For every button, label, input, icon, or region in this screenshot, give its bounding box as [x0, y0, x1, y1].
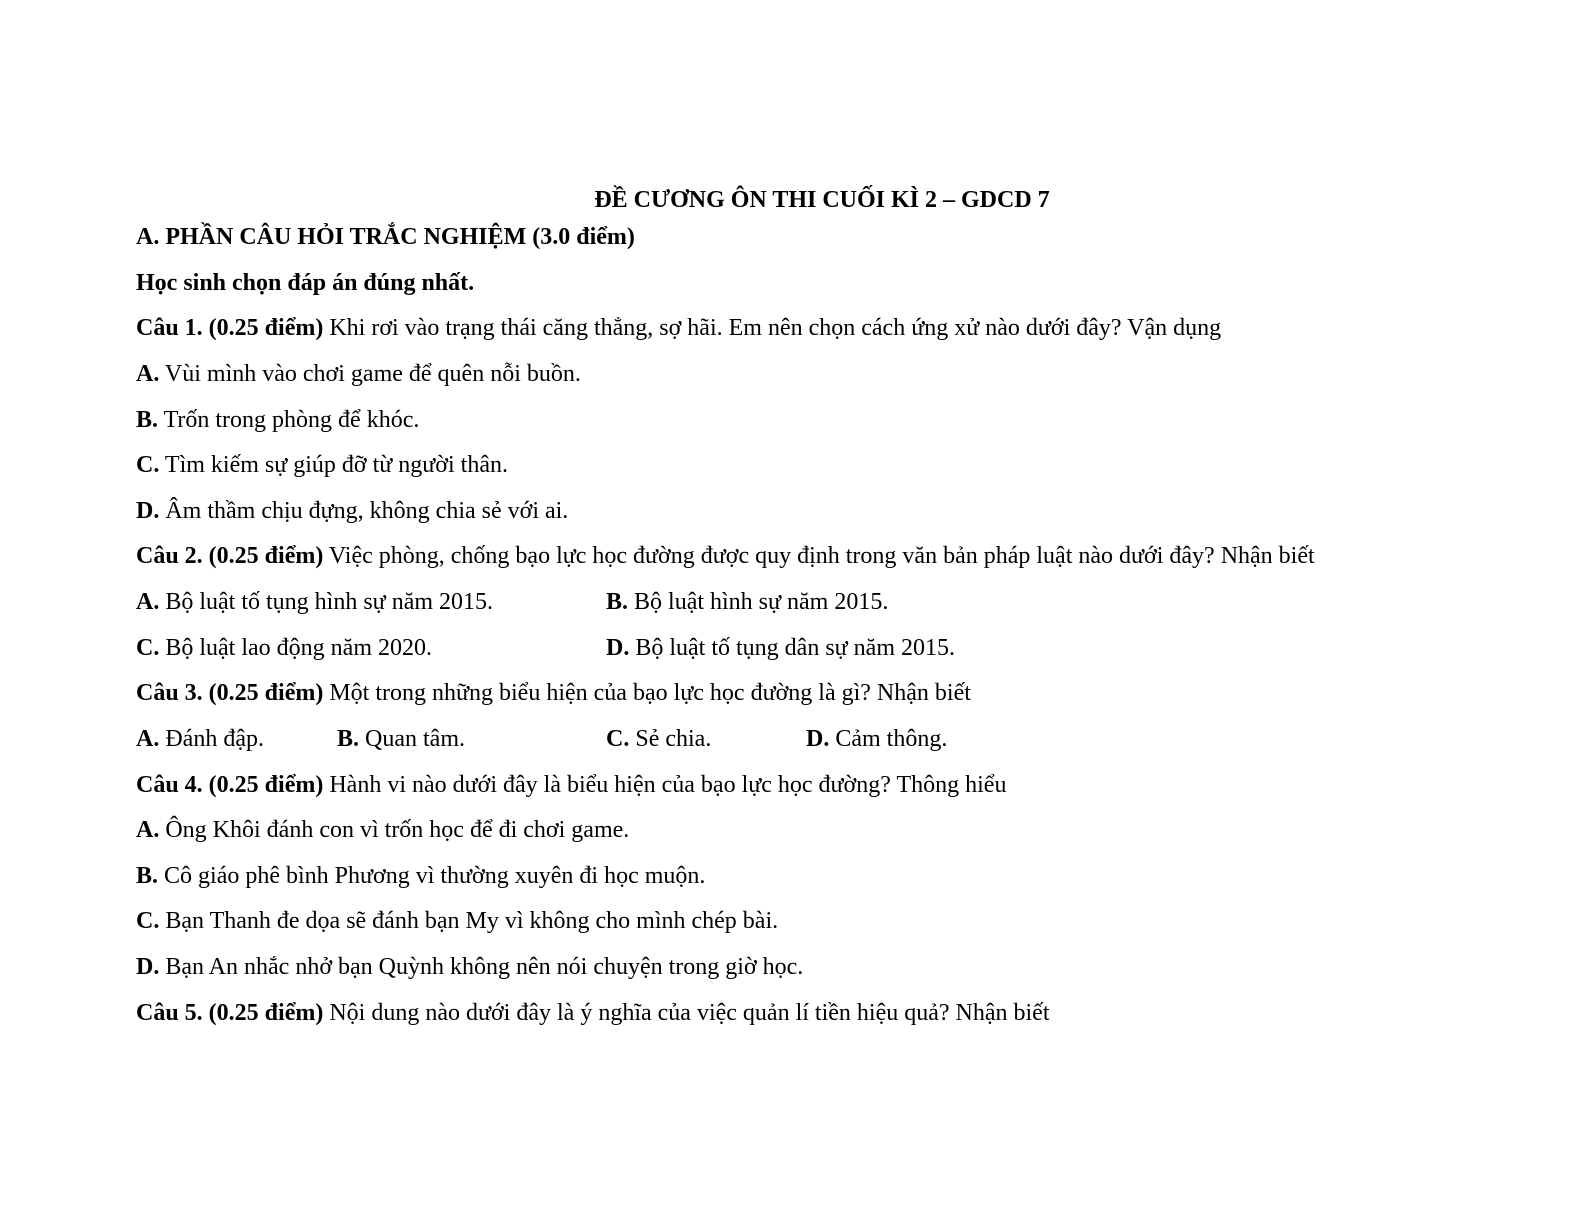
question-4 [136, 768, 1006, 802]
question-4-text: Hành vi nào dưới đây là biểu hiện của bạo lực học đường? Thông hiểu [323, 772, 1007, 798]
question-1-text: Khi rơi vào trạng thái căng thẳng, sợ hãi. Em nên chọn cách ứng xử nào dưới đây? Vận dụng [323, 315, 1222, 341]
question-1-label: Câu 1. (0.25 điểm) [136, 315, 324, 341]
option-text: Bộ luật hình sự năm 2015. [628, 589, 889, 615]
option-letter: A. [136, 589, 160, 615]
question-2-option-a [136, 585, 493, 619]
option-letter: A. [136, 726, 160, 752]
question-4-option-b [136, 859, 705, 893]
option-text: Bạn Thanh đe dọa sẽ đánh bạn My vì không cho mình chép bài. [159, 908, 779, 934]
question-2-text: Việc phòng, chống bạo lực học đường được quy định trong văn bản pháp luật nào dưới đây? Nhận biết [323, 543, 1315, 569]
question-2-label: Câu 2. (0.25 điểm) [136, 543, 324, 569]
option-letter: C. [136, 452, 160, 478]
question-3-option-b [337, 722, 465, 756]
option-text: Bạn An nhắc nhở bạn Quỳnh không nên nói chuyện trong giờ học. [159, 954, 804, 980]
question-2-option-c [136, 631, 432, 665]
question-5 [136, 996, 1050, 1030]
option-text: Bộ luật lao động năm 2020. [159, 635, 432, 661]
option-letter: A. [136, 361, 160, 387]
question-3-option-c [606, 722, 711, 756]
question-2-option-b [606, 585, 888, 619]
question-1-option-b [136, 403, 419, 437]
option-text: Ông Khôi đánh con vì trốn học để đi chơi game. [159, 817, 630, 843]
question-1 [136, 311, 1221, 345]
option-letter: A. [136, 817, 160, 843]
option-letter: B. [606, 589, 629, 615]
option-letter: D. [136, 954, 160, 980]
option-letter: B. [337, 726, 360, 752]
section-a-heading: A. PHẦN CÂU HỎI TRẮC NGHIỆM (3.0 điểm) [136, 224, 635, 250]
question-2 [136, 539, 1315, 573]
question-2-option-d [606, 631, 955, 665]
instruction-text: Học sinh chọn đáp án đúng nhất. [136, 270, 475, 296]
question-5-text: Nội dung nào dưới đây là ý nghĩa của việc quản lí tiền hiệu quả? Nhận biết [323, 1000, 1050, 1026]
option-text: Âm thầm chịu đựng, không chia sẻ với ai. [159, 498, 569, 524]
document-title: ĐỀ CƯƠNG ÔN THI CUỐI KÌ 2 – GDCD 7 [594, 187, 1050, 213]
option-text: Cô giáo phê bình Phương vì thường xuyên đi học muộn. [158, 863, 706, 889]
question-4-label: Câu 4. (0.25 điểm) [136, 772, 324, 798]
option-text: Tìm kiếm sự giúp đỡ từ người thân. [159, 452, 508, 478]
option-text: Quan tâm. [359, 726, 465, 752]
option-letter: B. [136, 863, 159, 889]
option-letter: D. [606, 635, 630, 661]
question-1-option-d [136, 494, 568, 528]
option-letter: C. [606, 726, 630, 752]
question-4-option-a [136, 813, 629, 847]
question-3-text: Một trong những biểu hiện của bạo lực học đường là gì? Nhận biết [323, 680, 971, 706]
option-text: Đánh đập. [159, 726, 264, 752]
question-1-option-a [136, 357, 581, 391]
option-letter: D. [806, 726, 830, 752]
question-3-label: Câu 3. (0.25 điểm) [136, 680, 324, 706]
option-letter: B. [136, 407, 159, 433]
option-text: Bộ luật tố tụng dân sự năm 2015. [629, 635, 955, 661]
option-letter: C. [136, 908, 160, 934]
option-letter: D. [136, 498, 160, 524]
question-4-option-d [136, 950, 803, 984]
question-1-option-c [136, 448, 508, 482]
question-3-option-a [136, 722, 264, 756]
option-text: Bộ luật tố tụng hình sự năm 2015. [159, 589, 494, 615]
question-3-option-d [806, 722, 947, 756]
question-5-label: Câu 5. (0.25 điểm) [136, 1000, 324, 1026]
option-text: Cảm thông. [829, 726, 948, 752]
option-letter: C. [136, 635, 160, 661]
option-text: Sẻ chia. [629, 726, 712, 752]
question-3 [136, 676, 971, 710]
option-text: Trốn trong phòng để khóc. [158, 407, 420, 433]
option-text: Vùi mình vào chơi game để quên nỗi buồn. [159, 361, 581, 387]
question-4-option-c [136, 904, 778, 938]
